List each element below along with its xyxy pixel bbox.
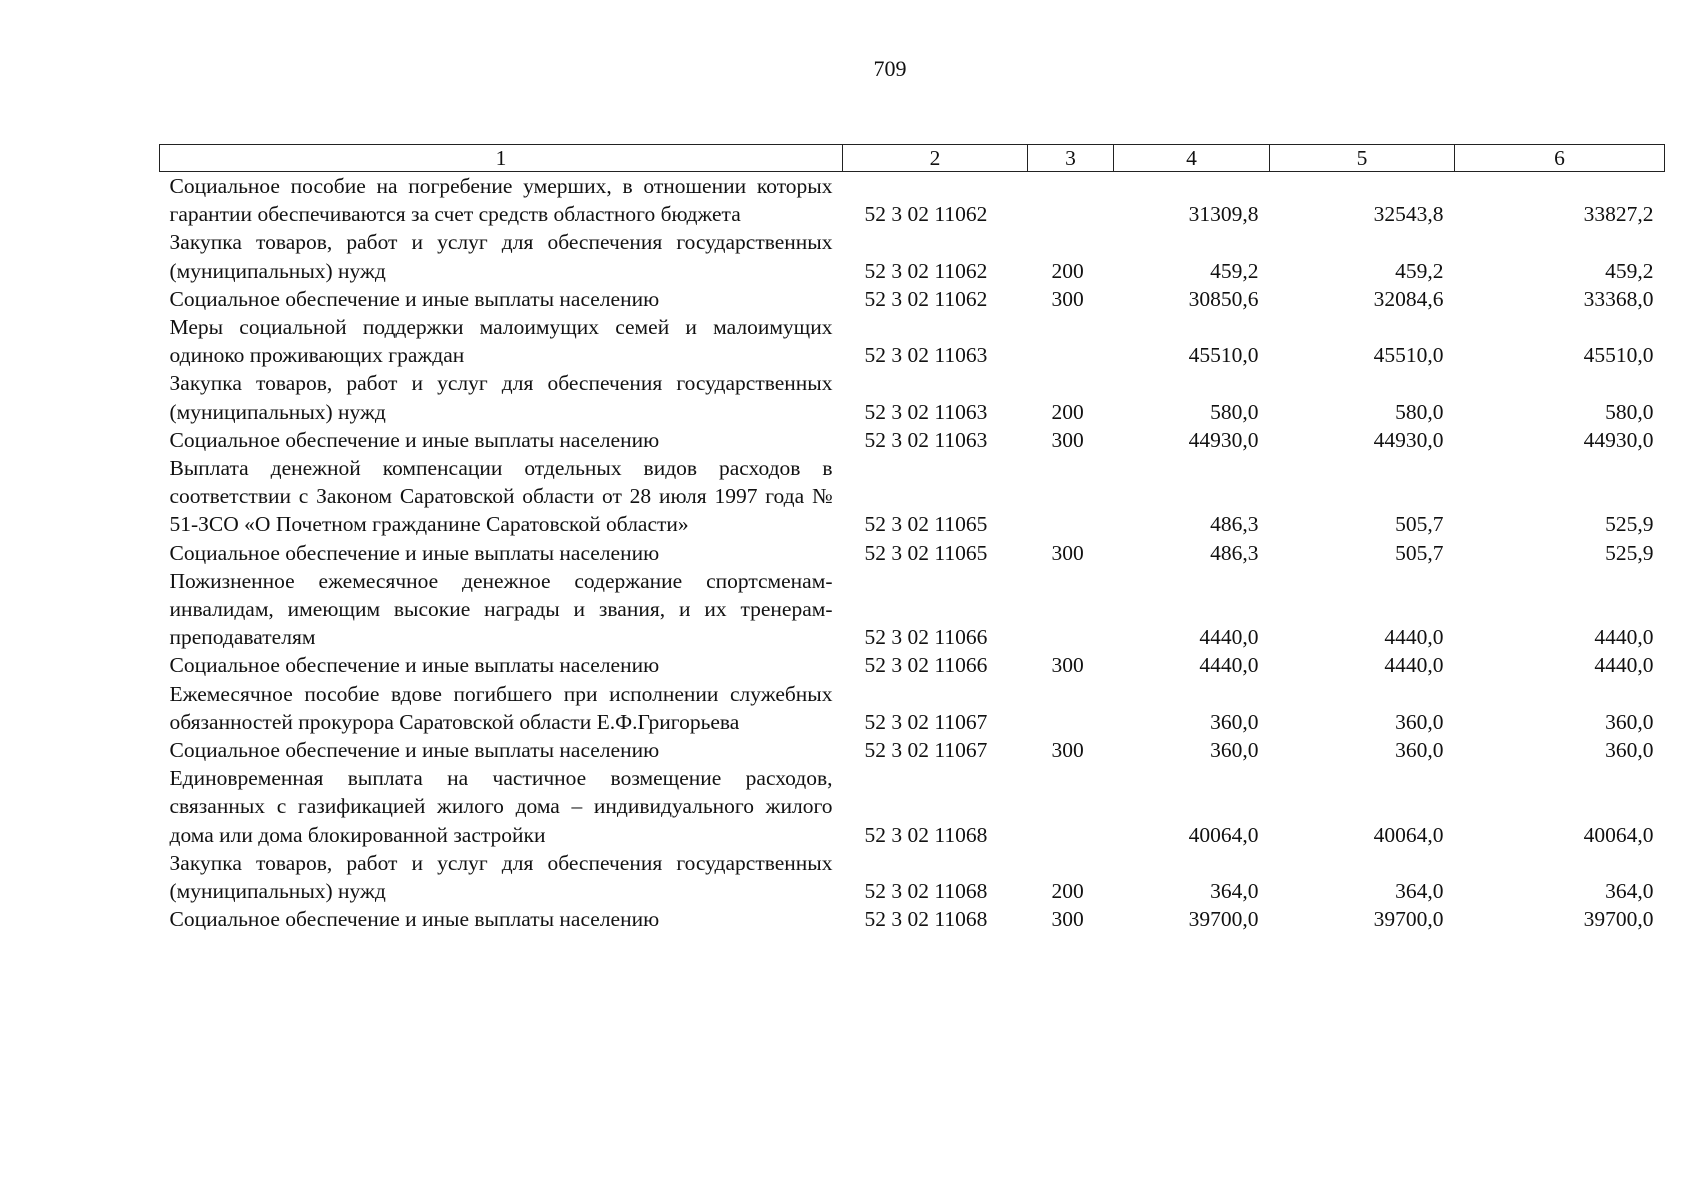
row-target-code: 52 3 02 11066: [864, 653, 988, 678]
row-value-col6: 39700,0: [1583, 907, 1654, 932]
row-value-col4: 44930,0: [1188, 427, 1259, 452]
row-value-col6: 33827,2: [1583, 202, 1654, 227]
row-value-col5: 32084,6: [1373, 286, 1444, 311]
row-value-col5: 45510,0: [1373, 343, 1444, 368]
row-expense-type: 300: [1051, 540, 1084, 565]
page-number: 709: [873, 56, 907, 81]
row-target-code: 52 3 02 11068: [864, 907, 988, 932]
row-value-col6: 525,9: [1605, 540, 1654, 565]
row-value-col6: 360,0: [1605, 709, 1654, 734]
row-expense-type: 300: [1051, 653, 1084, 678]
row-expense-type: 300: [1051, 427, 1084, 452]
table-row: [160, 426, 1665, 454]
row-value-col6: 4440,0: [1594, 625, 1654, 650]
budget-table: [159, 144, 1665, 933]
row-description: Единовременная выплата на частичное возмещение расходов, связанных с газификацией жилого дома – индивидуального жилого дома или дома блокированной застройки: [169, 766, 833, 847]
table-row: [160, 369, 1665, 425]
row-expense-type: 200: [1051, 879, 1084, 904]
row-target-code: 52 3 02 11062: [864, 286, 988, 311]
row-value-col4: 360,0: [1210, 738, 1259, 763]
header-row: [160, 145, 1665, 172]
row-expense-type: [1028, 680, 1114, 736]
row-description: Выплата денежной компенсации отдельных видов расходов в соответствии с Законом Саратовской области от 28 июля 1997 года № 51-ЗСО «О Почетном гражданине Саратовской области»: [169, 456, 833, 537]
row-expense-type: 200: [1051, 399, 1084, 424]
row-expense-type: [1028, 567, 1114, 652]
row-value-col6: 33368,0: [1583, 286, 1654, 311]
row-expense-type: 300: [1051, 286, 1084, 311]
row-value-col6: 44930,0: [1583, 427, 1654, 452]
table-row: [160, 905, 1665, 933]
row-value-col5: 4440,0: [1384, 625, 1444, 650]
row-target-code: 52 3 02 11065: [864, 540, 988, 565]
row-value-col4: 4440,0: [1199, 625, 1259, 650]
row-value-col6: 459,2: [1605, 258, 1654, 283]
row-value-col6: 525,9: [1605, 512, 1654, 537]
table-row: [160, 567, 1665, 652]
row-description: Пожизненное ежемесячное денежное содержание спортсменам-инвалидам, имеющим высокие награды и звания, и их тренерам-преподавателям: [169, 568, 833, 650]
table-row: [160, 764, 1665, 849]
row-value-col5: 580,0: [1395, 399, 1444, 424]
row-description: Закупка товаров, работ и услуг для обеспечения государственных (муниципальных) нужд: [169, 371, 833, 424]
table-header: [160, 145, 1665, 172]
row-value-col6: 360,0: [1605, 738, 1654, 763]
row-expense-type: 200: [1051, 258, 1084, 283]
header-cell-1: 1: [160, 145, 843, 172]
row-description: Социальное обеспечение и иные выплаты населению: [169, 907, 660, 932]
row-value-col4: 45510,0: [1188, 343, 1259, 368]
table-row: [160, 539, 1665, 567]
row-value-col5: 44930,0: [1373, 427, 1444, 452]
table-row: [160, 680, 1665, 736]
table-row: [160, 172, 1665, 229]
row-value-col4: 31309,8: [1188, 202, 1259, 227]
row-expense-type: 300: [1051, 738, 1084, 763]
row-description: Социальное обеспечение и иные выплаты населению: [169, 286, 660, 311]
row-description: Социальное обеспечение и иные выплаты населению: [169, 653, 660, 678]
row-target-code: 52 3 02 11062: [864, 202, 988, 227]
row-value-col4: 39700,0: [1188, 907, 1259, 932]
table-row: [160, 849, 1665, 905]
row-value-col4: 486,3: [1210, 540, 1259, 565]
table-row: [160, 651, 1665, 679]
table-row: [160, 313, 1665, 369]
row-value-col4: 4440,0: [1199, 653, 1259, 678]
row-value-col5: 4440,0: [1384, 653, 1444, 678]
table-row: [160, 228, 1665, 284]
row-description: Социальное обеспечение и иные выплаты населению: [169, 738, 660, 763]
row-target-code: 52 3 02 11063: [864, 399, 988, 424]
row-target-code: 52 3 02 11068: [864, 879, 988, 904]
header-cell-5: 5: [1270, 145, 1455, 172]
row-value-col5: 505,7: [1395, 512, 1444, 537]
row-value-col5: 505,7: [1395, 540, 1444, 565]
row-description: Ежемесячное пособие вдове погибшего при исполнении служебных обязанностей прокурора Саратовской области Е.Ф.Григорьева: [169, 681, 833, 734]
row-target-code: 52 3 02 11066: [864, 625, 988, 650]
row-description: Социальное обеспечение и иные выплаты населению: [169, 427, 660, 452]
row-target-code: 52 3 02 11065: [864, 512, 988, 537]
row-value-col6: 45510,0: [1583, 343, 1654, 368]
row-expense-type: 300: [1051, 907, 1084, 932]
row-description: Социальное обеспечение и иные выплаты населению: [169, 540, 660, 565]
row-target-code: 52 3 02 11068: [864, 822, 988, 847]
row-target-code: 52 3 02 11067: [864, 709, 988, 734]
row-value-col4: 40064,0: [1188, 822, 1259, 847]
row-expense-type: [1028, 764, 1114, 849]
table-row: [160, 736, 1665, 764]
table-body: [160, 172, 1665, 934]
row-value-col5: 40064,0: [1373, 822, 1444, 847]
row-description: Закупка товаров, работ и услуг для обеспечения государственных (муниципальных) нужд: [169, 850, 833, 904]
header-cell-4: 4: [1114, 145, 1270, 172]
row-value-col6: 364,0: [1605, 879, 1654, 904]
row-target-code: 52 3 02 11063: [864, 427, 988, 452]
row-expense-type: [1028, 313, 1114, 369]
header-cell-2: 2: [843, 145, 1028, 172]
row-value-col6: 580,0: [1605, 399, 1654, 424]
row-value-col5: 360,0: [1395, 738, 1444, 763]
table-row: [160, 454, 1665, 539]
header-cell-6: 6: [1455, 145, 1665, 172]
header-cell-3: 3: [1028, 145, 1114, 172]
row-value-col5: 32543,8: [1373, 202, 1444, 227]
row-value-col4: 30850,6: [1188, 286, 1259, 311]
row-expense-type: [1028, 172, 1114, 229]
row-target-code: 52 3 02 11067: [864, 738, 988, 763]
row-value-col4: 364,0: [1210, 879, 1259, 904]
row-target-code: 52 3 02 11062: [864, 258, 988, 283]
row-value-col5: 364,0: [1395, 879, 1444, 904]
row-value-col4: 360,0: [1210, 709, 1259, 734]
row-value-col6: 4440,0: [1594, 653, 1654, 678]
row-expense-type: [1028, 454, 1114, 539]
row-value-col5: 459,2: [1395, 258, 1444, 283]
row-value-col6: 40064,0: [1583, 822, 1654, 847]
row-value-col4: 580,0: [1210, 399, 1259, 424]
row-value-col4: 459,2: [1210, 258, 1259, 283]
row-target-code: 52 3 02 11063: [864, 343, 988, 368]
row-description: Закупка товаров, работ и услуг для обеспечения государственных (муниципальных) нужд: [169, 230, 833, 283]
row-value-col5: 39700,0: [1373, 907, 1444, 932]
table-row: [160, 285, 1665, 313]
row-value-col4: 486,3: [1210, 512, 1259, 537]
row-description: Социальное пособие на погребение умерших, в отношении которых гарантии обеспечиваются за счет средств областного бюджета: [169, 174, 833, 227]
row-description: Меры социальной поддержки малоимущих семей и малоимущих одиноко проживающих граждан: [169, 315, 833, 368]
row-value-col5: 360,0: [1395, 709, 1444, 734]
